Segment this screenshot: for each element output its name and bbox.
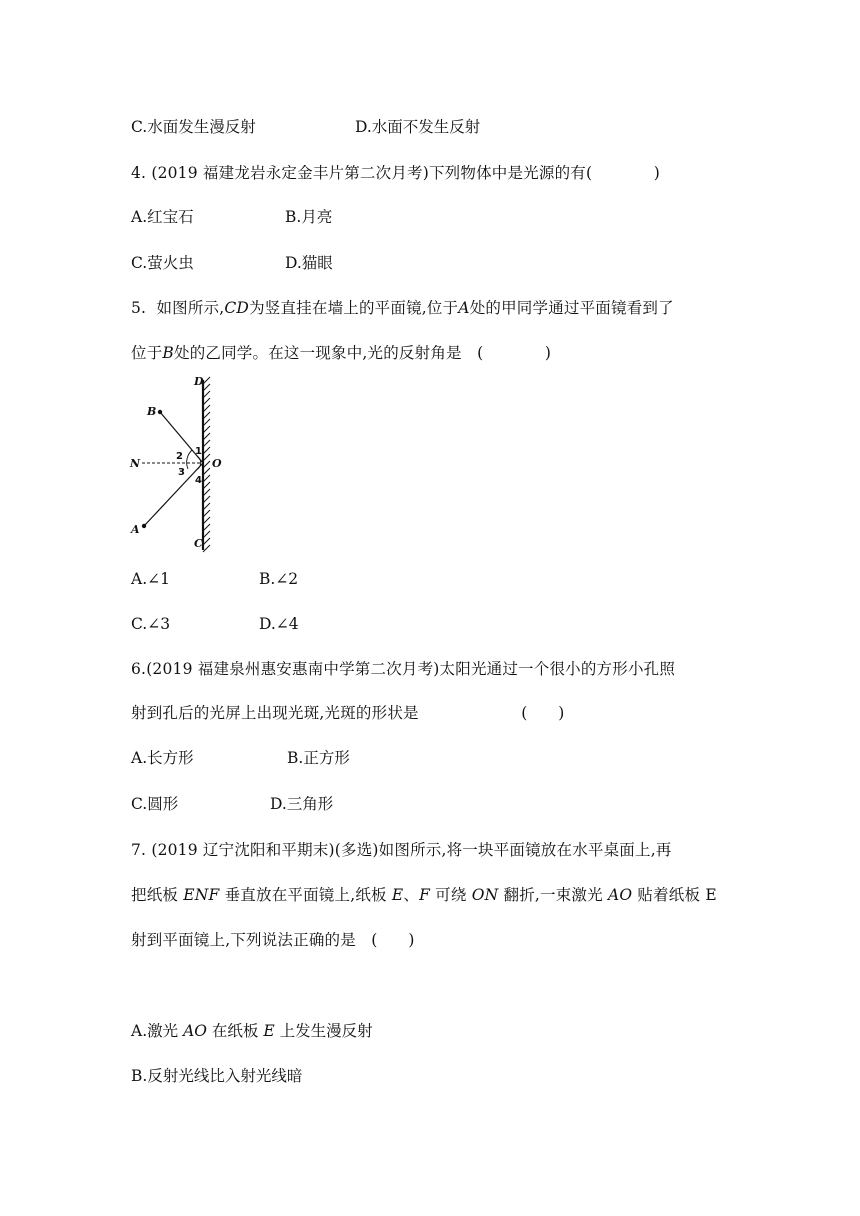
q7-option-b: B.反射光线比入射光线暗 — [131, 1067, 303, 1085]
q6-stem-line-1: 6.(2019 福建泉州惠安惠南中学第二次月考)太阳光通过一个很小的方形小孔照 — [131, 660, 676, 678]
q4-option-b: B.月亮 — [285, 208, 333, 226]
q5-stem-line-1: 5. 如图所示,CD为竖直挂在墙上的平面镜,位于A处的甲同学通过平面镜看到了 — [131, 299, 674, 317]
label-n: N — [130, 457, 141, 470]
q4-stem: 4. (2019 福建龙岩永定金丰片第二次月考)下列物体中是光源的有( ) — [131, 164, 661, 182]
q5-option-c: C.∠3 — [131, 615, 171, 633]
label-angle-2: 2 — [176, 451, 183, 462]
label-angle-3: 3 — [178, 467, 185, 478]
q7-stem-line-1: 7. (2019 辽宁沈阳和平期末)(多选)如图所示,将一块平面镜放在水平桌面上,再 — [131, 841, 672, 859]
label-angle-1: 1 — [195, 446, 202, 457]
q6-stem-line-2: 射到孔后的光屏上出现光斑,光斑的形状是 ( ) — [131, 704, 565, 722]
label-d: D — [194, 375, 204, 388]
angle-arc — [187, 450, 192, 469]
q5-stem-line-2: 位于B处的乙同学。在这一现象中,光的反射角是 ( ) — [131, 344, 552, 362]
label-a: A — [131, 523, 140, 536]
q3-option-c: C.水面发生漫反射 — [131, 118, 256, 136]
q6-option-a: A.长方形 — [131, 749, 194, 767]
label-c: C — [194, 537, 203, 550]
label-b: B — [147, 405, 157, 418]
label-o: O — [212, 457, 222, 470]
q6-option-c: C.圆形 — [131, 795, 179, 813]
q4-option-c: C.萤火虫 — [131, 254, 194, 272]
point-b — [158, 410, 162, 414]
q5-option-d: D.∠4 — [259, 615, 299, 633]
q5-option-a: A.∠1 — [131, 570, 170, 588]
q7-stem-line-2: 把纸板 ENF 垂直放在平面镜上,纸板 E、F 可绕 ON 翻折,一束激光 AO 贴着纸板 E — [131, 886, 717, 904]
point-a — [142, 524, 146, 528]
label-angle-4: 4 — [195, 475, 202, 486]
q7-option-a: A.激光 AO 在纸板 E 上发生漫反射 — [131, 1022, 373, 1040]
q5-option-b: B.∠2 — [259, 570, 299, 588]
q6-option-b: B.正方形 — [287, 749, 350, 767]
q4-option-a: A.红宝石 — [131, 208, 194, 226]
ray-ao — [144, 463, 203, 526]
mirror-reflection-diagram — [118, 370, 230, 556]
q4-option-d: D.猫眼 — [285, 254, 333, 272]
q6-option-d: D.三角形 — [270, 795, 334, 813]
mirror-reflection-figure — [118, 370, 230, 556]
q7-stem-line-3: 射到平面镜上,下列说法正确的是 ( ) — [131, 931, 415, 949]
q3-option-d: D.水面不发生反射 — [355, 118, 481, 136]
